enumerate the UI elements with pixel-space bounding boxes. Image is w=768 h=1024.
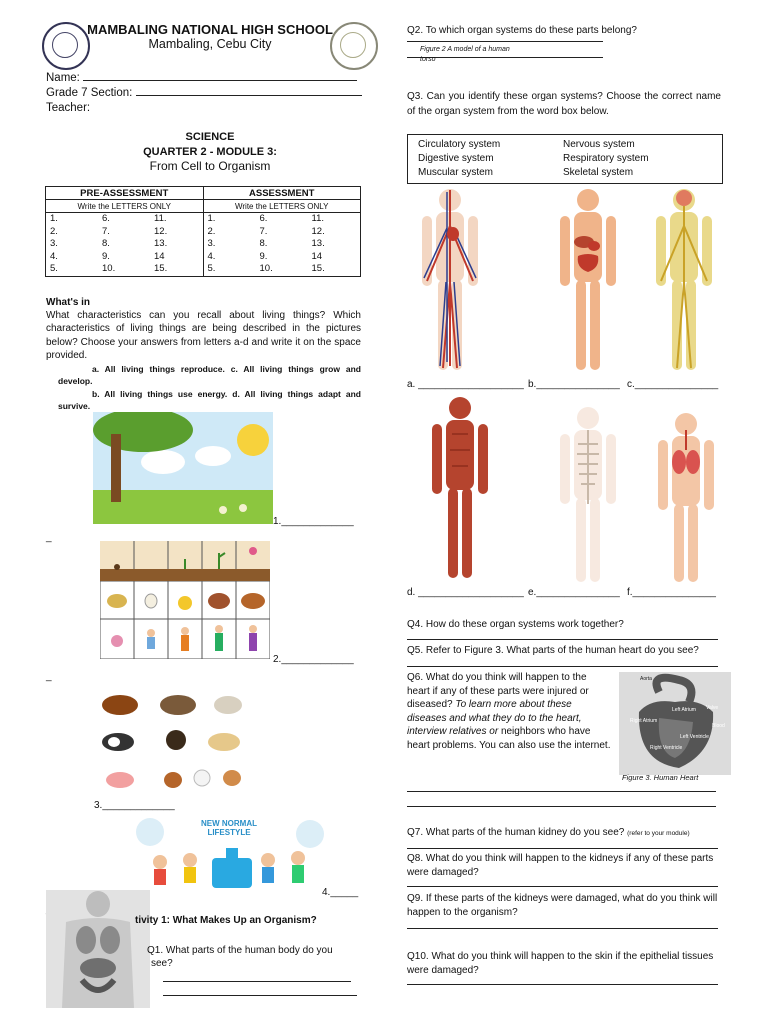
activity-title: tivity 1: What Makes Up an Organism?: [135, 915, 317, 926]
respiratory-system-figure: [646, 410, 726, 584]
heart-label-left-ventricle: Left Ventricle: [680, 734, 709, 740]
label-d[interactable]: d. ___________________: [407, 587, 524, 598]
landscape-tree-image: [93, 412, 273, 524]
skeletal-system-figure: [548, 404, 628, 584]
word-circulatory: Circulatory system: [418, 139, 501, 150]
muscular-system-figure: [420, 394, 500, 582]
dash-2: _: [46, 671, 52, 682]
figure-3-caption: Figure 3. Human Heart: [622, 773, 699, 782]
q6-answer-line-1[interactable]: [407, 791, 716, 792]
answer-1[interactable]: 1._____________: [273, 516, 354, 527]
label-f[interactable]: f._______________: [627, 587, 716, 598]
figure-2-caption: Figure 2 A model of a human torso: [420, 46, 510, 63]
heart-label-right-ventricle: Right Ventricle: [650, 745, 683, 751]
q3-text: Q3. Can you identify these organ systems? Choose the correct name of the organ system from the word box below.: [407, 91, 721, 117]
name-blank[interactable]: [83, 80, 357, 81]
circulatory-system-figure: [410, 186, 490, 374]
word-box: [407, 134, 723, 184]
q4-text: Q4. How do these organ systems work together?: [407, 619, 624, 630]
grade-field[interactable]: Grade 7 Section:: [46, 87, 362, 99]
q7-text: Q7. What parts of the human kidney do you see? (refer to your module): [407, 827, 690, 838]
module-title: From Cell to Organism: [149, 159, 271, 173]
word-muscular: Muscular system: [418, 167, 494, 178]
school-city: Mambaling, Cebu City: [148, 37, 272, 51]
answer-4[interactable]: 4._____: [322, 887, 359, 898]
heart-label-valve: Valve: [706, 705, 719, 711]
q8-text: Q8. What do you think will happen to the kidneys if any of these parts were damaged?: [407, 853, 714, 878]
answer-3[interactable]: 3._____________: [94, 800, 175, 811]
choices-bd: b. All living things use energy. d. All living things adapt and survive.: [58, 389, 361, 411]
answer-2[interactable]: 2._____________: [273, 654, 354, 665]
label-e[interactable]: e._______________: [528, 587, 620, 598]
q2-text: Q2. To which organ systems do these parts belong?: [407, 25, 637, 36]
new-normal-text: NEW NORMAL LIFESTYLE: [201, 819, 257, 837]
post-answers[interactable]: 1. 6. 11. 2. 7. 12. 3. 8. 13. 4. 9. 14 5. 10. 15.: [203, 213, 361, 277]
pre-instruction: Write the LETTERS ONLY: [46, 200, 204, 213]
dash-1: _: [46, 532, 52, 543]
quarter-module: QUARTER 2 - MODULE 3:: [143, 146, 277, 158]
label-a[interactable]: a. ___________________: [407, 379, 524, 390]
q5-answer-line[interactable]: [407, 666, 718, 667]
q10-text: Q10. What do you think will happen to the skin if the epithelial tissues were damaged?: [407, 951, 714, 976]
growth-stages-grid-image: [100, 541, 270, 659]
q7-answer-line[interactable]: [407, 848, 718, 849]
subject: SCIENCE: [185, 131, 235, 143]
word-respiratory: Respiratory system: [563, 153, 649, 164]
name-field[interactable]: Name:: [46, 72, 357, 84]
q10-answer-line[interactable]: [407, 984, 718, 985]
q1-text: Q1. What parts of the human body do you: [147, 945, 333, 956]
digestive-system-figure: [548, 186, 628, 374]
assessment-table: [45, 186, 361, 277]
animals-offspring-image: [98, 680, 248, 795]
word-nervous: Nervous system: [563, 139, 635, 150]
word-digestive: Digestive system: [418, 153, 494, 164]
q5-text: Q5. Refer to Figure 3. What parts of the human heart do you see?: [407, 645, 699, 656]
q6-block: Q6. What do you think will happen to the heart if any of these parts were injured or diseased? To learn more about these diseases and what they do to the heart, interview relatives or neighbors who have heart problems. You can also use the internet.: [407, 672, 611, 751]
grade-blank[interactable]: [136, 95, 362, 96]
pre-answers[interactable]: 1. 6. 11. 2. 7. 12. 3. 8. 13. 4. 9. 14 5. 10. 15.: [46, 213, 204, 277]
whats-in-text: What characteristics can you recall about living things? Which characteristics of living things are being described in the pictures below? Choose your answers from letters a-d and write it on the space provided.: [46, 310, 361, 362]
choices-ac: a. All living things reproduce. c. All living things grow and develop.: [58, 364, 361, 386]
pre-assessment-header: PRE-ASSESSMENT: [46, 187, 204, 200]
school-name: MAMBALING NATIONAL HIGH SCHOOL: [87, 22, 333, 37]
q1-answer-line-2[interactable]: [163, 995, 357, 996]
heart-label-aorta: Aorta: [640, 676, 652, 682]
q8-answer-line[interactable]: [407, 886, 718, 887]
q9-text: Q9. If these parts of the kidneys were damaged, what do you think will happen to the organism?: [407, 893, 718, 918]
heart-label-right-atrium: Right Atrium: [630, 718, 658, 724]
heart-label-left-atrium: Left Atrium: [672, 707, 696, 713]
q9-answer-line[interactable]: [407, 928, 718, 929]
label-c[interactable]: c._______________: [627, 379, 719, 390]
word-skeletal: Skeletal system: [563, 167, 634, 178]
teacher-label: Teacher:: [46, 102, 91, 114]
heart-label-blood: Blood: [712, 723, 725, 729]
q1-text-2: see?: [151, 958, 173, 969]
post-instruction: Write the LETTERS ONLY: [203, 200, 361, 213]
q6-answer-line-2[interactable]: [407, 806, 716, 807]
whats-in-heading: What's in: [46, 297, 91, 308]
label-b[interactable]: b._______________: [528, 379, 620, 390]
q1-answer-line-1[interactable]: [163, 981, 351, 982]
human-torso-image: [46, 890, 150, 1008]
assessment-header: ASSESSMENT: [203, 187, 361, 200]
q4-answer-line[interactable]: [407, 639, 718, 640]
q2-answer-line-1[interactable]: [407, 41, 603, 42]
nervous-system-figure: [644, 186, 724, 374]
school-header: [80, 22, 340, 51]
